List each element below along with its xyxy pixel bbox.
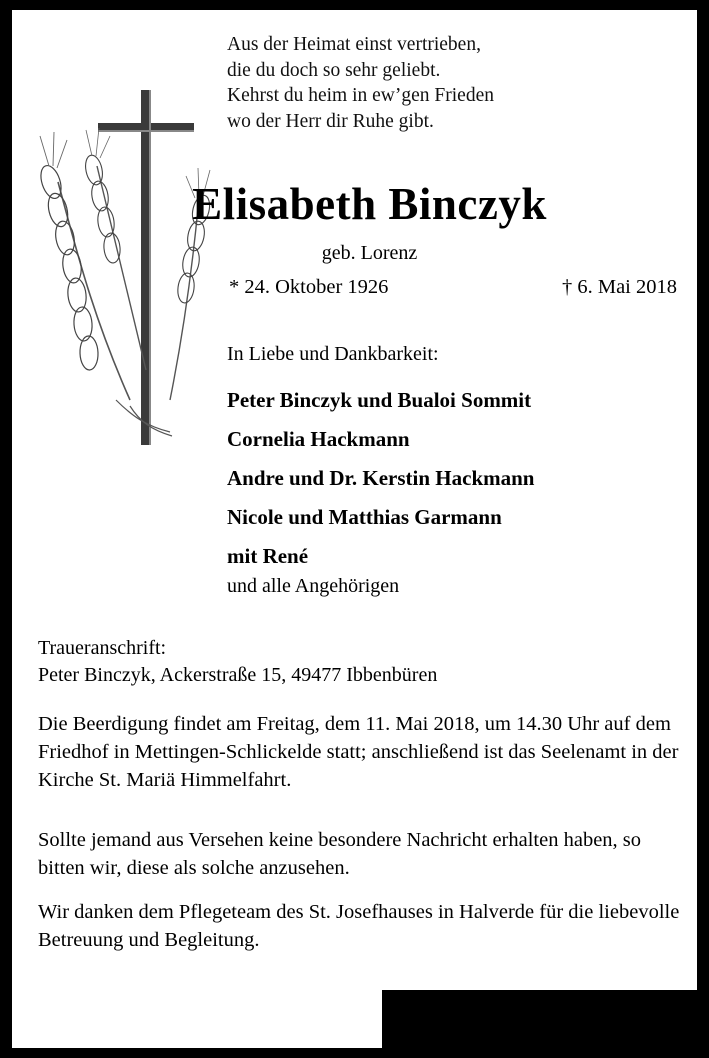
family-list xyxy=(227,381,687,576)
deceased-name: Elisabeth Binczyk xyxy=(192,179,547,229)
family-member: Andre und Dr. Kerstin Hackmann xyxy=(227,466,535,490)
family-member: mit René xyxy=(227,544,309,568)
funeral-text: Die Beerdigung findet am Freitag, dem 11. Mai 2018, um 14.30 Uhr auf dem Friedhof in Mettingen-Schlickelde statt; anschließend ist das Seelenamt in der Kirche St. Mariä Himmelfahrt. xyxy=(38,713,679,791)
thanks-text-block xyxy=(38,898,681,954)
poem-line: wo der Herr dir Ruhe gibt. xyxy=(227,110,434,132)
family-member: Cornelia Hackmann xyxy=(227,427,410,451)
poem-line: die du doch so sehr geliebt. xyxy=(227,59,441,81)
poem-line: Aus der Heimat einst vertrieben, xyxy=(227,34,481,55)
poem-line: Kehrst du heim in ew’gen Frieden xyxy=(227,85,494,106)
thanks-text: Wir danken dem Pflegeteam des St. Josefhauses in Halverde für die liebevolle Betreuung und Begleitung. xyxy=(38,901,680,951)
mourning-address xyxy=(38,635,678,689)
family-intro: In Liebe und Dankbarkeit: xyxy=(227,343,439,365)
birth-date: * 24. Oktober 1926 xyxy=(229,276,389,298)
life-dates xyxy=(227,276,687,299)
poem xyxy=(227,32,687,134)
mourning-address-value: Peter Binczyk, Ackerstraße 15, 49477 Ibbenbüren xyxy=(38,664,438,686)
family-member: Peter Binczyk und Bualoi Sommit xyxy=(227,388,532,412)
funeral-details xyxy=(38,710,681,794)
family-member: Nicole und Matthias Garmann xyxy=(227,505,502,529)
notice-text: Sollte jemand aus Versehen keine besondere Nachricht erhalten haben, so bitten wir, diese als solche anzusehen. xyxy=(38,829,642,879)
bottom-white-strip xyxy=(12,990,382,1048)
family-closing: und alle Angehörigen xyxy=(227,575,400,597)
maiden-name: geb. Lorenz xyxy=(321,242,418,264)
obituary-card xyxy=(12,10,697,990)
death-date: † 6. Mai 2018 xyxy=(561,276,677,298)
cross-with-wheat-ears-icon xyxy=(20,70,225,460)
notice-text-block xyxy=(38,826,681,882)
mourning-address-label: Traueranschrift: xyxy=(38,637,167,659)
